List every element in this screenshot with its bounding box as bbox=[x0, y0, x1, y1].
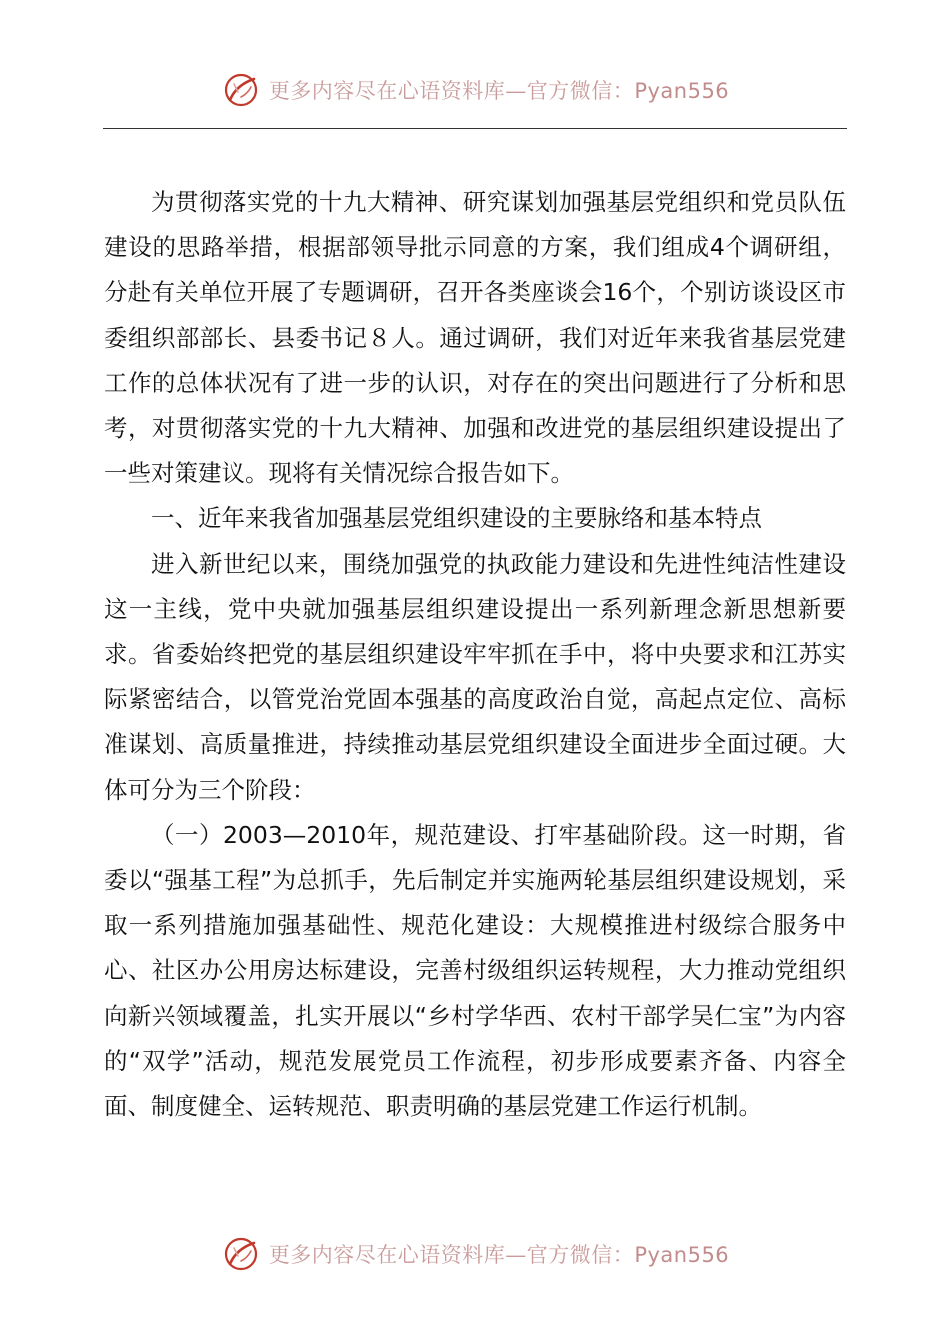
paragraph-intro: 为贯彻落实党的十九大精神、研究谋划加强基层党组织和党员队伍建设的思路举措，根据部领导批示同意的方案，我们组成4个调研组，分赴有关单位开展了专题调研，召开各类座谈会16个，个别访谈设区市委组织部部长、县委书记８人。通过调研，我们对近年来我省基层党建工作的总体状况有了进一步的认识，对存在的突出问题进行了分析和思考，对贯彻落实党的十九大精神、加强和改进党的基层组织建设提出了一些对策建议。现将有关情况综合报告如下。 bbox=[104, 188, 846, 488]
paragraph-overview: 进入新世纪以来，围绕加强党的执政能力建设和先进性纯洁性建设这一主线，党中央就加强基层组织建设提出一系列新理念新思想新要求。省委始终把党的基层组织建设牢牢抓在手中，将中央要求和江苏实际紧密结合，以管党治党固本强基的高度政治自觉，高起点定位、高标准谋划、高质量推进，持续推动基层党组织建设全面进步全面过硬。大体可分为三个阶段： bbox=[104, 549, 846, 804]
watermark-text: 更多内容尽在心语资料库—官方微信：Pyan556 bbox=[268, 79, 730, 103]
header-rule bbox=[103, 128, 847, 129]
document-body bbox=[104, 180, 846, 1129]
watermark-text: 更多内容尽在心语资料库—官方微信：Pyan556 bbox=[268, 1243, 730, 1267]
paragraph-stage-1: （一）2003—2010年，规范建设、打牢基础阶段。这一时期，省委以“强基工程”为总抓手，先后制定并实施两轮基层组织建设规划，采取一系列措施加强基础性、规范化建设：大规模推进村级综合服务中心、社区办公用房达标建设，完善村级组织运转规程，大力推动党组织向新兴领域覆盖，扎实开展以“乡村学华西、农村干部学吴仁宝”为内容的“双学”活动，规范发展党员工作流程，初步形成要素齐备、内容全面、制度健全、运转规范、职责明确的基层党建工作运行机制。 bbox=[104, 820, 846, 1121]
watermark-logo-icon bbox=[221, 1234, 261, 1274]
section-heading-1: 一、近年来我省加强基层党组织建设的主要脉络和基本特点 bbox=[151, 504, 762, 533]
header-watermark bbox=[0, 68, 950, 112]
footer-watermark bbox=[0, 1232, 950, 1276]
watermark-logo-icon bbox=[221, 70, 261, 110]
